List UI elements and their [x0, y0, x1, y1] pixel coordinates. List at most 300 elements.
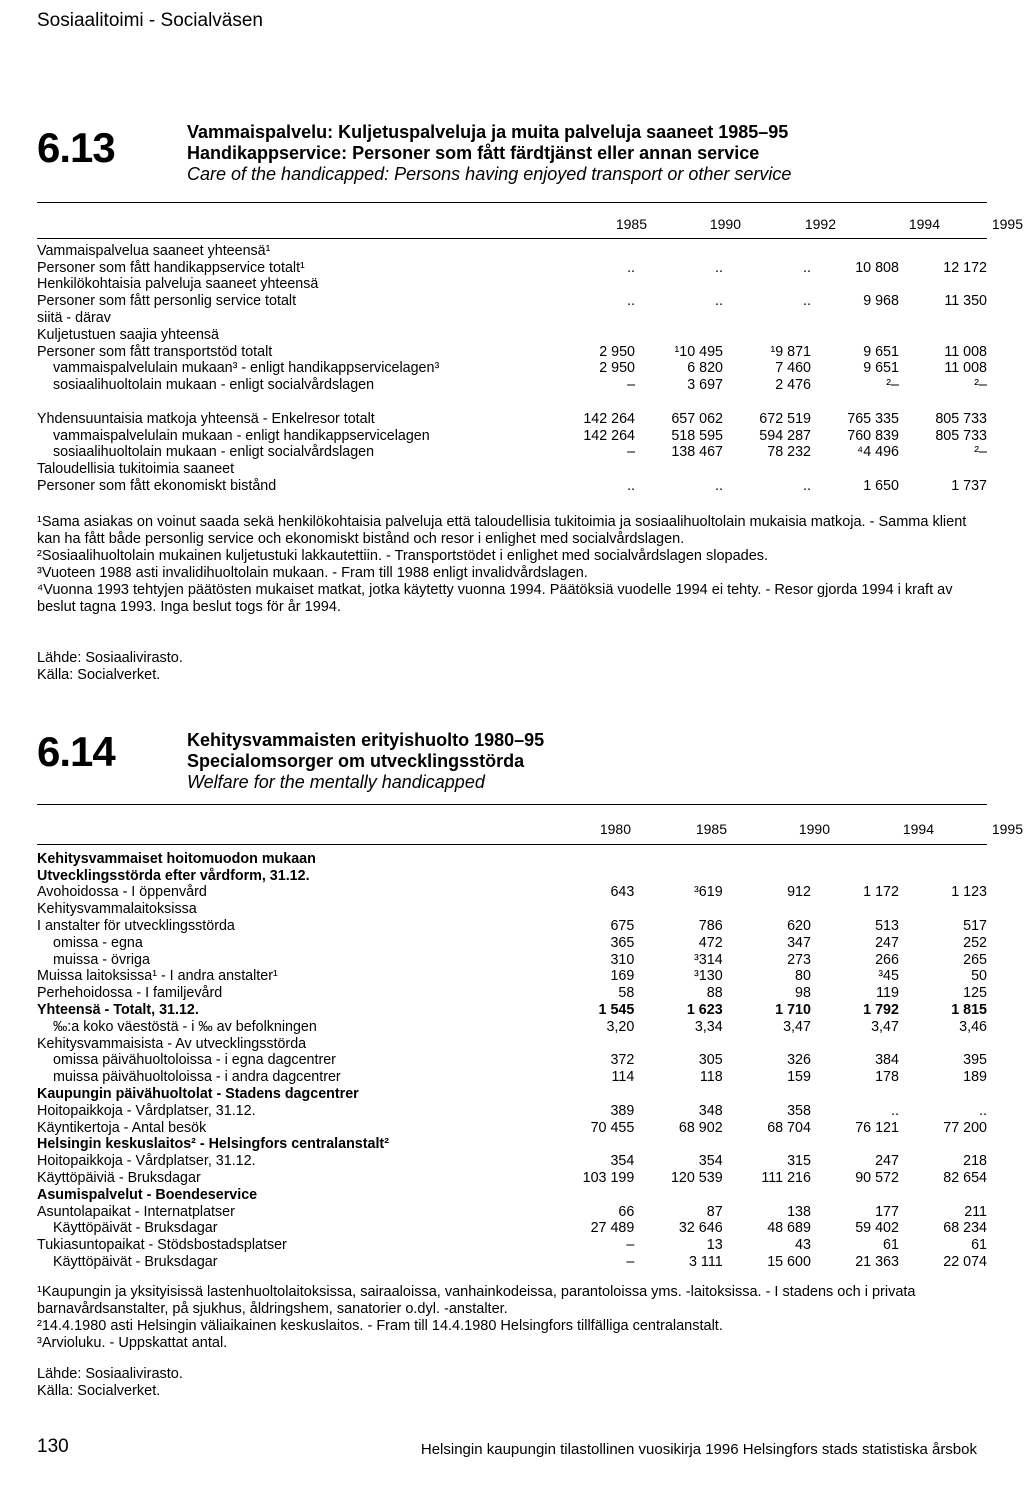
- row-label: Yhdensuuntaisia matkoja yhteensä - Enkelresor totalt: [37, 410, 375, 427]
- table-row: [37, 1018, 987, 1035]
- cell-value: [899, 276, 987, 293]
- cell-value: 347: [787, 934, 811, 951]
- row-label: muissa päivähuoltoloissa - i andra dagcentrer: [53, 1069, 341, 1086]
- year-col: 1985: [695, 821, 727, 837]
- cell-value: 125: [963, 985, 987, 1002]
- cell-value: 389: [610, 1102, 635, 1119]
- cell-value: [811, 867, 899, 884]
- table-row: [37, 460, 987, 477]
- table-row: [37, 1102, 987, 1119]
- cell-value: [899, 900, 987, 917]
- cell-value: ..: [715, 293, 723, 310]
- title-fi: Kehitysvammaisten erityishuolto 1980–95: [187, 730, 545, 750]
- cell-value: [899, 309, 987, 326]
- row-label: Hoitopaikkoja - Vårdplatser, 31.12.: [37, 1153, 256, 1170]
- cell-value: [899, 1085, 987, 1102]
- cell-value: 315: [787, 1153, 811, 1170]
- cell-value: [723, 900, 811, 917]
- cell-value: 142 264: [583, 410, 636, 427]
- cell-value: [546, 900, 634, 917]
- cell-value: 211: [964, 1203, 987, 1220]
- title-sv: Specialomsorger om utvecklingsstörda: [187, 751, 525, 771]
- cell-value: [634, 1085, 722, 1102]
- cell-value: ..: [803, 477, 811, 494]
- header-rule: [37, 844, 987, 845]
- data-table: [37, 850, 987, 1270]
- cell-value: 11 008: [944, 360, 987, 377]
- cell-value: 77 200: [943, 1119, 987, 1136]
- cell-value: –: [627, 377, 636, 394]
- cell-value: 365: [610, 934, 635, 951]
- cell-value: 3 697: [687, 377, 723, 394]
- cell-value: ..: [803, 259, 811, 276]
- cell-value: 760 839: [847, 427, 899, 444]
- cell-value: [634, 867, 722, 884]
- cell-value: 675: [610, 917, 635, 934]
- cell-value: 50: [971, 968, 987, 985]
- row-label: Kuljetustuen saajia yhteensä: [37, 326, 220, 343]
- cell-value: [546, 1186, 634, 1203]
- row-label: Käyttöpäivät - Bruksdagar: [53, 1220, 218, 1237]
- year-col: 1994: [902, 821, 934, 837]
- cell-value: [899, 242, 987, 259]
- row-label: Yhteensä - Totalt, 31.12.: [37, 1001, 199, 1018]
- cell-value: 10 808: [855, 259, 899, 276]
- row-label: sosiaalihuoltolain mukaan - enligt socialvårdslagen: [53, 444, 375, 461]
- row-label: Utvecklingsstörda efter vårdform, 31.12.: [37, 867, 310, 884]
- cell-value: [546, 1035, 634, 1052]
- table-row: [37, 917, 987, 934]
- cell-value: 9 651: [863, 343, 899, 360]
- year-col: 1990: [709, 216, 741, 232]
- row-label: Taloudellisia tukitoimia saaneet: [37, 461, 235, 478]
- cell-value: 1 172: [863, 884, 899, 901]
- cell-value: ²–: [886, 377, 899, 394]
- year-col: 1985: [615, 216, 647, 232]
- cell-value: 98: [795, 985, 811, 1002]
- title-sv: Handikappservice: Personer som fått färdtjänst eller annan service: [187, 143, 760, 163]
- row-label: Personer som fått personlig service totalt: [37, 293, 297, 310]
- source: [37, 1366, 183, 1400]
- cell-value: [811, 1186, 899, 1203]
- data-table: [37, 242, 987, 494]
- cell-value: [634, 850, 722, 867]
- cell-value: ³619: [694, 884, 723, 901]
- cell-value: 310: [610, 951, 635, 968]
- year-col: 1992: [804, 216, 836, 232]
- cell-value: 1 650: [863, 477, 899, 494]
- cell-value: 114: [611, 1069, 635, 1086]
- cell-value: [811, 1136, 899, 1153]
- cell-value: 358: [787, 1102, 811, 1119]
- cell-value: [811, 393, 899, 410]
- cell-value: 76 121: [855, 1119, 899, 1136]
- cell-value: 178: [875, 1069, 899, 1086]
- cell-value: [634, 1035, 722, 1052]
- cell-value: 3,46: [959, 1018, 987, 1035]
- cell-value: 326: [787, 1052, 811, 1069]
- cell-value: 266: [875, 951, 899, 968]
- table-row: [37, 951, 987, 968]
- page-number: 130: [37, 1436, 69, 1457]
- cell-value: [811, 242, 899, 259]
- title-fi: Vammaispalvelu: Kuljetuspalveluja ja muita palveluja saaneet 1985–95: [187, 122, 789, 142]
- cell-value: 805 733: [935, 410, 987, 427]
- cell-value: 13: [706, 1237, 723, 1254]
- top-rule: [37, 804, 987, 805]
- footnotes: [37, 1284, 987, 1352]
- cell-value: ..: [627, 477, 636, 494]
- cell-value: 11 008: [944, 343, 987, 360]
- cell-value: 159: [787, 1069, 811, 1086]
- cell-value: 169: [610, 968, 635, 985]
- cell-value: 82 654: [943, 1169, 987, 1186]
- cell-value: 594 287: [759, 427, 811, 444]
- cell-value: 2 476: [775, 377, 811, 394]
- cell-value: 6 820: [687, 360, 723, 377]
- row-label: muissa - övriga: [53, 951, 150, 968]
- cell-value: 59 402: [855, 1220, 899, 1237]
- cell-value: ⁴4 496: [857, 444, 899, 461]
- cell-value: 1 737: [951, 477, 987, 494]
- row-label: Tukiasuntopaikat - Stödsbostadsplatser: [37, 1237, 287, 1254]
- cell-value: 252: [963, 934, 987, 951]
- cell-value: [547, 460, 635, 477]
- table-row: [37, 292, 987, 309]
- cell-value: 27 489: [590, 1220, 635, 1237]
- table-titles: [187, 730, 544, 793]
- cell-value: –: [626, 1237, 635, 1254]
- row-label: Henkilökohtaisia palveluja saaneet yhteensä: [37, 276, 319, 293]
- cell-value: 672 519: [759, 410, 811, 427]
- cell-value: [547, 276, 635, 293]
- cell-value: –: [627, 444, 636, 461]
- table-row: [37, 1203, 987, 1220]
- cell-value: [811, 276, 899, 293]
- row-label: Kehitysvammaisista - Av utvecklingsstörda: [37, 1035, 307, 1052]
- table-row: [37, 984, 987, 1001]
- cell-value: –: [626, 1253, 635, 1270]
- cell-value: [811, 309, 899, 326]
- footnote: ³Vuoteen 1988 asti invalidihuoltolain mukaan. - Fram till 1988 enligt invalidvårdslagen.: [37, 565, 588, 581]
- cell-value: 7 460: [775, 360, 811, 377]
- table-row: [37, 900, 987, 917]
- cell-value: 805 733: [935, 427, 987, 444]
- source-fi: Lähde: Sosiaalivirasto.: [37, 650, 183, 666]
- cell-value: ..: [803, 293, 811, 310]
- cell-value: 765 335: [847, 410, 899, 427]
- cell-value: 247: [875, 1153, 899, 1170]
- row-label: Muissa laitoksissa¹ - I andra anstalter¹: [37, 968, 278, 985]
- cell-value: 78 232: [767, 444, 811, 461]
- cell-value: 3,47: [871, 1018, 899, 1035]
- cell-value: [811, 900, 899, 917]
- cell-value: [811, 460, 899, 477]
- cell-value: 305: [698, 1052, 723, 1069]
- cell-value: [723, 276, 811, 293]
- table-row: [37, 884, 987, 901]
- row-label: Personer som fått ekonomiskt bistånd: [37, 477, 277, 494]
- cell-value: [899, 460, 987, 477]
- row-label: [37, 393, 547, 410]
- cell-value: 786: [698, 917, 723, 934]
- cell-value: 517: [963, 917, 987, 934]
- table-row: [37, 376, 987, 393]
- row-label: Vammaispalvelua saaneet yhteensä¹: [37, 242, 271, 259]
- cell-value: [547, 393, 635, 410]
- cell-value: [723, 393, 811, 410]
- cell-value: [723, 1186, 811, 1203]
- cell-value: 912: [787, 884, 811, 901]
- cell-value: [723, 867, 811, 884]
- row-label: siitä - därav: [37, 309, 111, 326]
- row-label: Kaupungin päivähuoltolat - Stadens dagcentrer: [37, 1085, 359, 1102]
- table-row: [37, 393, 987, 410]
- cell-value: [546, 867, 634, 884]
- title-en: Care of the handicapped: Persons having enjoyed transport or other service: [187, 164, 792, 184]
- cell-value: [899, 1136, 987, 1153]
- source: [37, 650, 183, 684]
- cell-value: 68 902: [678, 1119, 723, 1136]
- year-col: 1995: [991, 821, 1023, 837]
- cell-value: 80: [795, 968, 811, 985]
- row-label: Asuntolapaikat - Internatplatser: [37, 1203, 235, 1220]
- cell-value: 22 074: [943, 1253, 987, 1270]
- table-row: [37, 1220, 987, 1237]
- cell-value: ..: [627, 293, 636, 310]
- cell-value: [811, 850, 899, 867]
- table-number: 6.13: [37, 124, 115, 171]
- cell-value: [635, 460, 723, 477]
- cell-value: 354: [610, 1153, 635, 1170]
- table-row: [37, 1001, 987, 1018]
- cell-value: ..: [715, 259, 723, 276]
- footnote: ²Sosiaalihuoltolain mukainen kuljetustuki lakkautettiin. - Transportstödet i enlighet med socialvårdslagen slopades.: [37, 548, 769, 564]
- cell-value: 3,47: [783, 1018, 811, 1035]
- cell-value: 61: [971, 1237, 987, 1254]
- cell-value: [723, 309, 811, 326]
- cell-value: [723, 1035, 811, 1052]
- cell-value: ²–: [974, 444, 987, 461]
- cell-value: 103 199: [582, 1169, 635, 1186]
- cell-value: 1 710: [775, 1001, 811, 1018]
- cell-value: [811, 1035, 899, 1052]
- table-row: [37, 934, 987, 951]
- cell-value: 43: [795, 1237, 811, 1254]
- table-row: [37, 1152, 987, 1169]
- source-sv: Källa: Socialverket.: [37, 667, 161, 683]
- cell-value: 9 651: [863, 360, 899, 377]
- cell-value: ¹10 495: [674, 343, 723, 360]
- cell-value: [899, 1186, 987, 1203]
- table-row: [37, 1119, 987, 1136]
- footnote: ¹Sama asiakas on voinut saada sekä henkilökohtaisia palveluja että taloudellisia tukitoimia ja sosiaalihuoltolain mukaisia matkoja. - Samma klient kan ha fått både personlig service och ekonomiskt bistånd och resor i enlighet med socialvårdslagen.: [37, 514, 967, 547]
- table-row: [37, 343, 987, 360]
- cell-value: 61: [883, 1237, 899, 1254]
- table-row: [37, 1136, 987, 1153]
- cell-value: [811, 326, 899, 343]
- cell-value: ..: [979, 1102, 987, 1119]
- cell-value: 1 792: [863, 1001, 899, 1018]
- cell-value: [547, 326, 635, 343]
- cell-value: [723, 1136, 811, 1153]
- cell-value: 68 234: [943, 1220, 987, 1237]
- cell-value: [811, 1085, 899, 1102]
- cell-value: [899, 326, 987, 343]
- row-label: Hoitopaikkoja - Vårdplatser, 31.12.: [37, 1102, 256, 1119]
- row-label: Personer som fått handikappservice totalt¹: [37, 259, 305, 276]
- cell-value: ³45: [878, 968, 899, 985]
- row-label: vammaispalvelulain mukaan - enligt handikappservicelagen: [53, 427, 430, 444]
- cell-value: 1 815: [951, 1001, 987, 1018]
- cell-value: ³314: [694, 951, 723, 968]
- footnote: ³Arvioluku. - Uppskattat antal.: [37, 1335, 228, 1351]
- cell-value: 247: [875, 934, 899, 951]
- table-row: [37, 444, 987, 461]
- cell-value: 88: [706, 985, 723, 1002]
- table-number: 6.14: [37, 728, 115, 775]
- cell-value: [546, 850, 634, 867]
- cell-value: [723, 460, 811, 477]
- row-label: Avohoidossa - I öppenvård: [37, 884, 207, 901]
- table-row: [37, 968, 987, 985]
- cell-value: [635, 309, 723, 326]
- cell-value: [547, 242, 635, 259]
- cell-value: 32 646: [678, 1220, 723, 1237]
- cell-value: 518 595: [671, 427, 723, 444]
- cell-value: 348: [698, 1102, 723, 1119]
- cell-value: 177: [875, 1203, 899, 1220]
- cell-value: [899, 867, 987, 884]
- cell-value: 384: [875, 1052, 899, 1069]
- table-row: [37, 410, 987, 427]
- row-label: I anstalter för utvecklingsstörda: [37, 917, 235, 934]
- cell-value: 372: [610, 1052, 635, 1069]
- cell-value: [634, 900, 722, 917]
- table-row: [37, 276, 987, 293]
- cell-value: 70 455: [590, 1119, 635, 1136]
- cell-value: [723, 242, 811, 259]
- cell-value: 138 467: [671, 444, 723, 461]
- header-rule: [37, 238, 987, 239]
- row-label: Personer som fått transportstöd totalt: [37, 343, 273, 360]
- cell-value: 119: [876, 985, 899, 1002]
- table-row: [37, 867, 987, 884]
- cell-value: [723, 326, 811, 343]
- cell-value: 1 123: [951, 884, 987, 901]
- cell-value: 138: [787, 1203, 811, 1220]
- cell-value: [635, 242, 723, 259]
- cell-value: [635, 393, 723, 410]
- cell-value: [723, 850, 811, 867]
- year-col: 1980: [599, 821, 631, 837]
- cell-value: 354: [698, 1153, 723, 1170]
- cell-value: 3 111: [689, 1253, 723, 1270]
- cell-value: [547, 309, 635, 326]
- year-col: 1990: [798, 821, 830, 837]
- row-label: omissa päivähuoltoloissa - i egna dagcentrer: [53, 1052, 336, 1069]
- cell-value: 620: [787, 917, 811, 934]
- cell-value: 120 539: [670, 1169, 723, 1186]
- cell-value: [546, 1085, 634, 1102]
- row-label: omissa - egna: [53, 934, 143, 951]
- cell-value: 15 600: [767, 1253, 811, 1270]
- cell-value: 111 216: [761, 1169, 811, 1186]
- cell-value: [899, 393, 987, 410]
- cell-value: [723, 1085, 811, 1102]
- footnote: ¹Kaupungin ja yksityisissä lastenhuoltolaitoksissa, sairaaloissa, vanhainkodeissa, parantoloissa yms. -laitoksissa. - I stadens och i privata barnavårdsanstalter, på sjukhus, åldringshem, sanatorier o.dyl. -anstalter.: [37, 1284, 916, 1317]
- cell-value: 12 172: [943, 259, 987, 276]
- source-fi: Lähde: Sosiaalivirasto.: [37, 1366, 183, 1382]
- cell-value: [635, 276, 723, 293]
- cell-value: 87: [706, 1203, 723, 1220]
- cell-value: 68 704: [767, 1119, 811, 1136]
- cell-value: 395: [963, 1052, 987, 1069]
- cell-value: [546, 1136, 634, 1153]
- top-rule: [37, 202, 987, 203]
- cell-value: 2 950: [599, 360, 636, 377]
- cell-value: 1 545: [598, 1001, 635, 1018]
- cell-value: 273: [787, 951, 811, 968]
- cell-value: ..: [627, 259, 636, 276]
- footnote: ²14.4.1980 asti Helsingin väliaikainen keskuslaitos. - Fram till 14.4.1980 Helsingfors tillfälliga centralanstalt.: [37, 1318, 723, 1334]
- footnote: ⁴Vuonna 1993 tehtyjen päätösten mukaiset matkat, jotka käytetty vuonna 1994. Päätöksiä vuodelle 1994 ei tehty. - Resor gjorda 1994 i kraft av beslut tagna 1993. Inga beslut togs för år 1994.: [37, 582, 953, 615]
- table-row: [37, 326, 987, 343]
- cell-value: 66: [618, 1203, 635, 1220]
- footnotes: [37, 514, 987, 616]
- cell-value: ..: [890, 1102, 899, 1119]
- table-row: [37, 1253, 987, 1270]
- table-row: [37, 309, 987, 326]
- year-col: 1995: [991, 216, 1023, 232]
- cell-value: 11 350: [944, 293, 987, 310]
- row-label: Käyttöpäivät - Bruksdagar: [53, 1253, 218, 1270]
- cell-value: 48 689: [767, 1220, 811, 1237]
- row-label: Asumispalvelut - Boendeservice: [37, 1186, 258, 1203]
- row-label: Käyntikertoja - Antal besök: [37, 1119, 207, 1136]
- table-row: [37, 850, 987, 867]
- table-row: [37, 1035, 987, 1052]
- cell-value: 58: [618, 985, 635, 1002]
- cell-value: ¹9 871: [770, 343, 811, 360]
- row-label: Kehitysvammaiset hoitomuodon mukaan: [37, 850, 316, 867]
- table-row: [37, 1169, 987, 1186]
- cell-value: 1 623: [686, 1001, 723, 1018]
- cell-value: 3,34: [694, 1018, 723, 1035]
- year-col: 1994: [908, 216, 940, 232]
- cell-value: 3,20: [606, 1018, 635, 1035]
- table-row: [37, 477, 987, 494]
- cell-value: 265: [963, 951, 987, 968]
- cell-value: 513: [875, 917, 899, 934]
- table-row: [37, 360, 987, 377]
- cell-value: 189: [963, 1069, 987, 1086]
- cell-value: 218: [963, 1153, 987, 1170]
- cell-value: [635, 326, 723, 343]
- cell-value: 90 572: [855, 1169, 899, 1186]
- table-row: [37, 259, 987, 276]
- table-row: [37, 1186, 987, 1203]
- source-sv: Källa: Socialverket.: [37, 1383, 161, 1399]
- cell-value: 9 968: [863, 293, 899, 310]
- cell-value: [899, 850, 987, 867]
- cell-value: ²–: [974, 377, 987, 394]
- table-row: [37, 1236, 987, 1253]
- cell-value: 472: [698, 934, 723, 951]
- row-label: vammaispalvelulain mukaan³ - enligt handikappservicelagen³: [53, 360, 440, 377]
- table-row: [37, 1085, 987, 1102]
- table-row: [37, 1068, 987, 1085]
